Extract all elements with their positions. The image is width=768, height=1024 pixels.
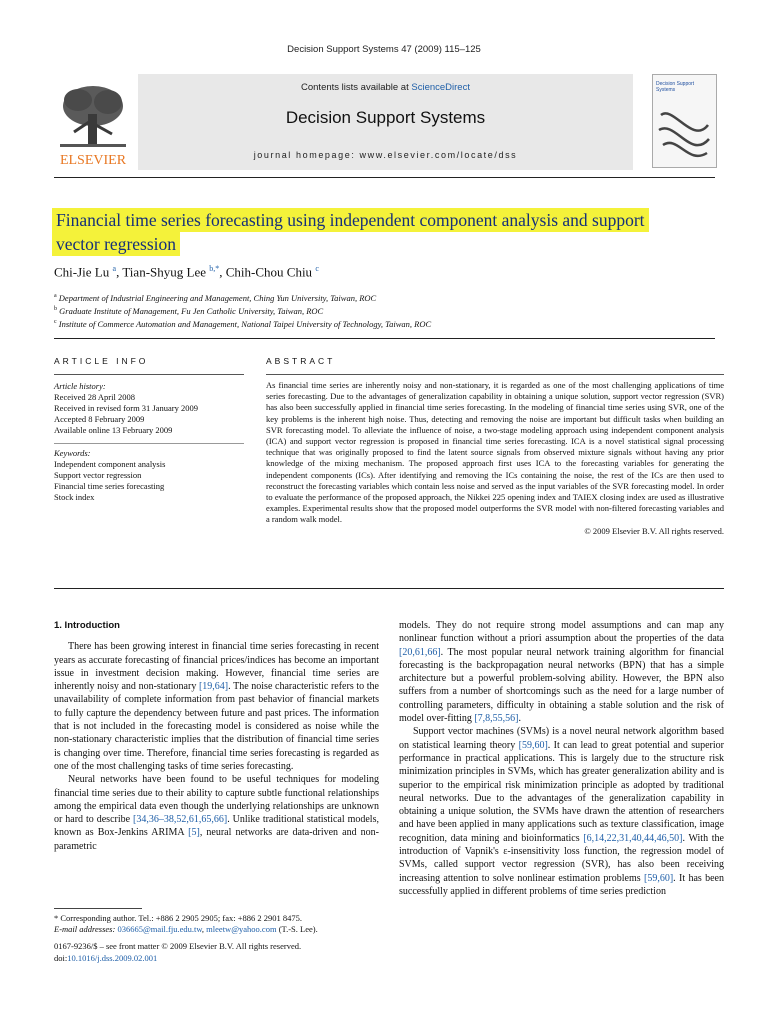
affiliation-item: $^b$ Graduate Institute of Management, Fu Jen Catholic University, Taiwan, ROC (54, 305, 324, 316)
journal-homepage[interactable]: journal homepage: www.elsevier.com/locate/dss (253, 150, 518, 160)
abstract-body (266, 380, 724, 537)
paragraph: models. They do not require strong model assumptions and can map any nonlinear function without a priori assumption about the properties of the data [20,61,66]. The most popular neural network training algorithm for financial forecasting is the backpropagation neural networks (BPN) that has a simple architecture but a powerful problem-solving ability. However, the BPN also suffers from a number of shortcomings such as the need for a large number of controlling parameters, difficulty in obtaining a stable solution and the risk of model over-fitting [7,8,55,56]. (399, 620, 724, 725)
copyright-line: © 2009 Elsevier B.V. All rights reserved. (584, 525, 724, 536)
citation-link[interactable]: [19,64] (198, 681, 229, 693)
citation-link[interactable]: [59,60] (518, 739, 548, 751)
footnote (54, 913, 379, 935)
sciencedirect-link[interactable]: ScienceDirect (411, 82, 470, 93)
citation-link[interactable]: [59,60] (643, 872, 674, 884)
keyword-item: Stock index (54, 492, 95, 502)
body-column-left (54, 619, 379, 853)
paragraph: There has been growing interest in financial time series forecasting in recent years as accurate forecasting of financial prices/indices has become an important issue in investment decision making. However, financial time series are inherently noisy and non-stationary [19,64]. The noise characteristic refers to the unavailability of complete information from past behavior of financial markets to fully capture the dependency between future and past prices. The information that is not included in the forecasting model is considered as noise while the non-stationary characteristic implies that the distribution of financial time series is changing over time. Therefore, financial time series forecasting is regarded as one of the most challenging tasks of time series forecasting. (54, 641, 379, 772)
affiliation-item: $^a$ Department of Industrial Engineering and Management, Ching Yun University, Taiwan, ROC (54, 292, 377, 303)
paragraph: Support vector machines (SVMs) is a novel neural network algorithm based on statistical learning theory [59,60]. It can lead to great potential and superior performance in practical applications. This is largely due to the structure risk minimization principles in SVMs, which has greater generalization ability and is superior to the empirical risk minimization principle as adopted by traditional neural networks. Due to the advantages of the generalization capability in obtaining a unique solution, the SVMs have drawn the attention of researchers and have been applied in many applications such as texture classification, image recognition, data mining and bioinformatics [6,14,22,31,40,44,46,50]. With the introduction of Vapnik's ε-insensitivity loss function, the regression model of SVMs, called support vector regression (SVR), has also been receiving increasing attention to solve nonlinear estimation problems [59,60]. It has been successfully applied in different problems of time series prediction (399, 726, 724, 897)
keyword-item: Independent component analysis (54, 459, 166, 469)
author-affil-mark[interactable]: a (112, 264, 117, 273)
article-info-rule (54, 374, 244, 375)
email-line: E-mail addresses: 036665@mail.fju.edu.tw, mleetw@yahoo.com (T.-S. Lee). (54, 924, 318, 934)
doi-line: doi:10.1016/j.dss.2009.02.001 (54, 953, 158, 963)
journal-cover-thumbnail (652, 74, 717, 168)
title-line-2: vector regression (56, 234, 177, 254)
citation-link[interactable]: [7,8,55,56] (474, 713, 519, 725)
doi-link[interactable]: 10.1016/j.dss.2009.02.001 (67, 953, 158, 963)
abstract-rule (266, 374, 724, 375)
journal-reference: Decision Support Systems 47 (2009) 115–125 (287, 44, 481, 55)
author-name: Chih-Chou Chiu (225, 264, 313, 280)
section-title: 1. Introduction (54, 620, 120, 631)
issn-line: 0167-9236/$ – see front matter © 2009 Elsevier B.V. All rights reserved. (54, 941, 302, 951)
body-column-right (399, 619, 724, 898)
email-link[interactable]: mleetw@yahoo.com (206, 924, 277, 934)
journal-masthead (54, 74, 715, 170)
abstract-heading: ABSTRACT (266, 356, 336, 366)
author-name: Chi-Jie Lu (54, 264, 110, 280)
abstract-text: As financial time series are inherently noisy and non-stationary, it is regarded as one of the most challenging applications of time series forecasting. Due to the advantages of generalization capability in obtaining a unique solution, support vector regression (SVR) has also been successfully applied in financial time series forecasting. In the modeling of financial time series using SVR, one of the key problems is the inherent high noise. Thus, detecting and removing the noise are important but difficult tasks when building an SVR forecasting model. To alleviate the influence of noise, a two-stage modeling approach using independent component analysis (ICA) and support vector regression is proposed in financial time series forecasting. ICA is a novel statistical signal processing technique that was originally proposed to find the latent source signals from observed mixture signals without having any prior knowledge of the mixing mechanism. The proposed approach first uses ICA to the forecasting variables for generating the independent components (ICs). After identifying and removing the ICs containing the noise, the rest of the ICs are then used to reconstruct the forecasting variables which contain less noise and served as the input variables of the SVR forecasting model. In order to evaluate the performance of the proposed approach, the Nikkei 225 opening index and TAIEX closing index are used as illustrative examples. Experimental results show that the proposed model outperforms the SVR model with non-filtered forecasting variables and a random walk model. (266, 380, 724, 525)
journal-title: Decision Support Systems (285, 108, 486, 127)
citation-link[interactable]: [5] (188, 827, 200, 839)
section-rule (54, 338, 715, 339)
keyword-item: Financial time series forecasting (54, 481, 165, 491)
history-item: Available online 13 February 2009 (54, 425, 173, 435)
citation-link[interactable]: [34,36–38,52,61,65,66] (133, 814, 228, 826)
issn-block (54, 940, 301, 964)
author-list: Chi-Jie Lu $^a$, Tian-Shyug Lee $^{b,*}$, Chih-Chou Chiu $^c$ (54, 264, 319, 280)
article-info-heading: ARTICLE INFO (54, 356, 149, 366)
abstract-end-rule (54, 588, 724, 589)
publisher-name: ELSEVIER (59, 153, 127, 168)
keywords-rule (54, 443, 244, 444)
article-title (54, 208, 744, 256)
contents-line (138, 82, 633, 93)
contents-prefix: Contents lists available at (301, 82, 412, 93)
keywords-label: Keywords: (54, 448, 91, 458)
keywords (54, 448, 244, 503)
keyword-item: Support vector regression (54, 470, 142, 480)
corresponding-author: * Corresponding author. Tel.: +886 2 2905 2905; fax: +886 2 2901 8475. (54, 913, 302, 923)
history-item: Received 28 April 2008 (54, 392, 135, 402)
cover-art-icon (653, 75, 716, 167)
affiliation-item: $^c$ Institute of Commerce Automation and Management, National Taipei University of Technology, Taiwan, ROC (54, 318, 432, 329)
paragraph: Neural networks have been found to be useful techniques for modeling financial time series due to their ability to capture subtle functional relationships among the empirical data even though the underlying relationships are unknown or hard to describe [34,36–38,52,61,65,66]. Unlike traditional statistical models, known as Box-Jenkins ARIMA [5], neural networks are data-driven and non-parametric (54, 774, 379, 852)
history-item: Received in revised form 31 January 2009 (54, 403, 198, 413)
article-history (54, 381, 244, 436)
author-name: Tian-Shyug Lee (122, 264, 206, 280)
author-affil-mark[interactable]: b,* (209, 264, 220, 273)
affiliations (54, 291, 431, 329)
elsevier-tree-icon (54, 80, 132, 172)
title-line-1: Financial time series forecasting using independent component analysis and support (56, 210, 645, 230)
cover-title: Decision Support Systems (656, 81, 695, 93)
citation-link[interactable]: [20,61,66] (399, 646, 441, 658)
author-affil-mark[interactable]: c (315, 264, 319, 273)
history-label: Article history: (54, 381, 106, 391)
elsevier-logo (54, 80, 132, 172)
email-link[interactable]: 036665@mail.fju.edu.tw (117, 924, 202, 934)
citation-link[interactable]: [6,14,22,31,40,44,46,50] (583, 832, 683, 844)
footnote-rule (54, 908, 142, 909)
history-item: Accepted 8 February 2009 (54, 414, 145, 424)
journal-header-band (138, 74, 633, 170)
header-rule (54, 177, 715, 178)
